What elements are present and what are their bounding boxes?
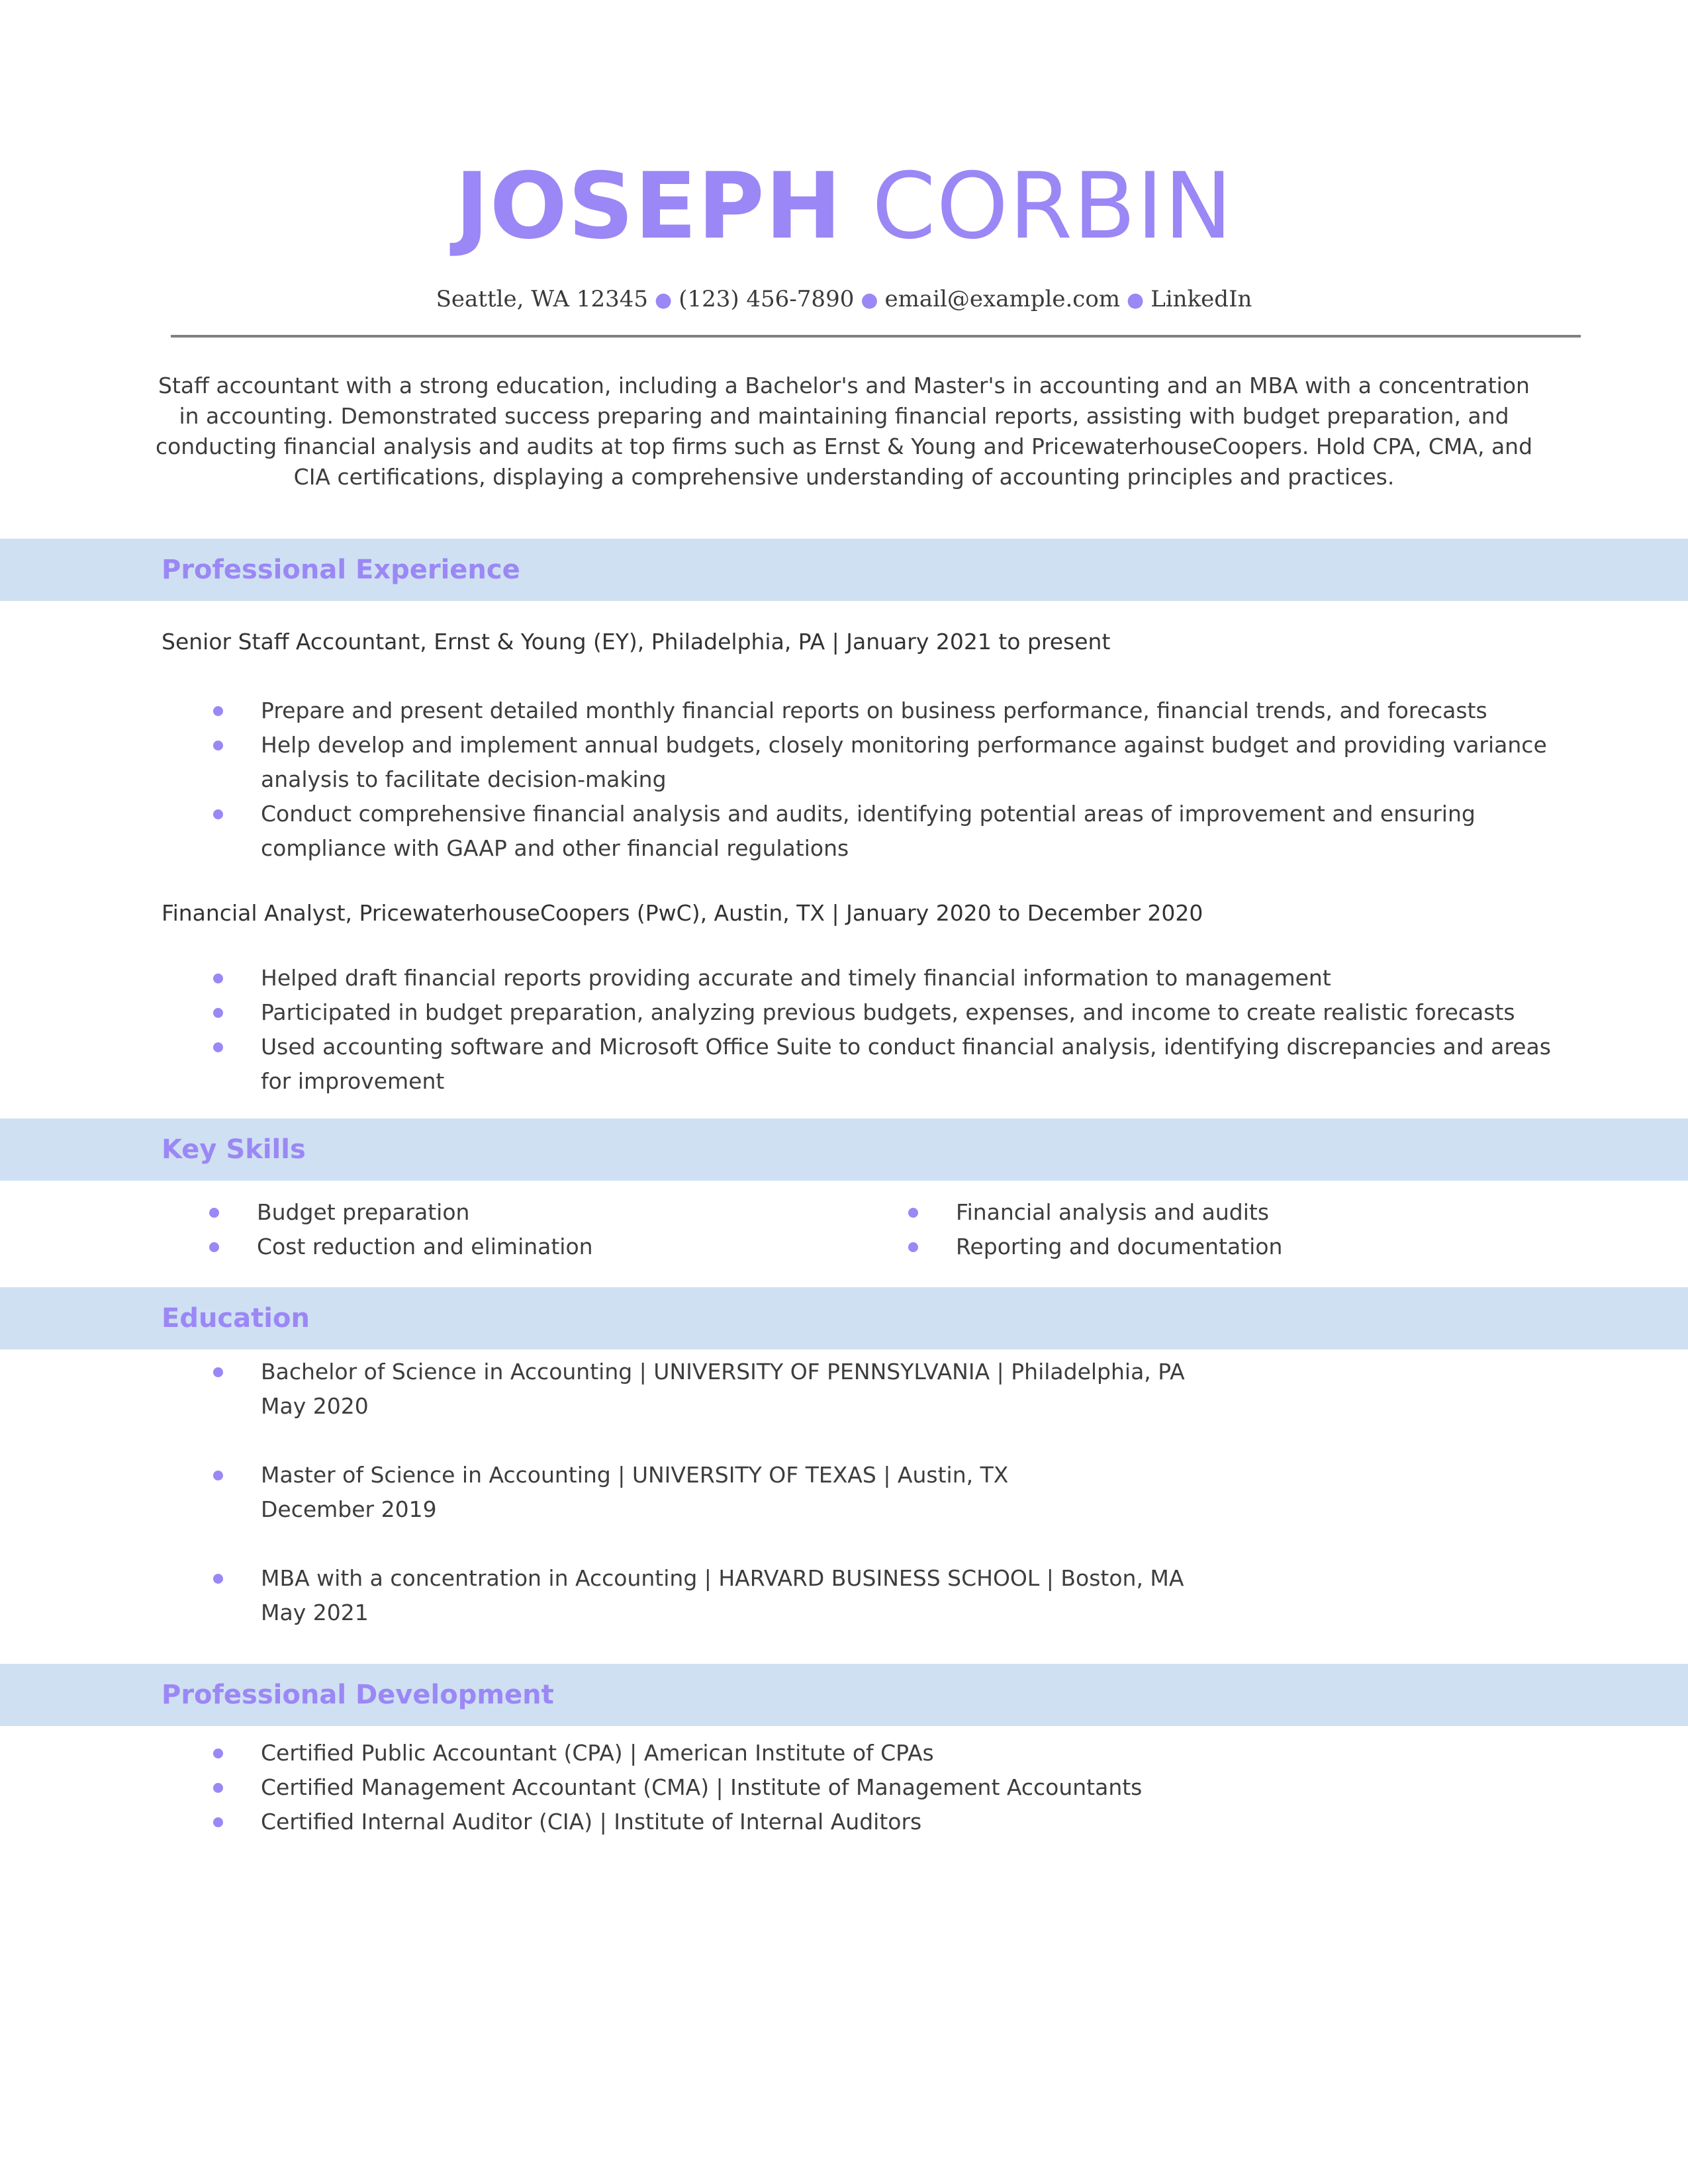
contact-phone: (123) 456-7890 bbox=[679, 286, 855, 312]
job-title: Senior Staff Accountant, Ernst & Young (EY), Philadelphia, PA | January 2021 to present bbox=[162, 629, 1111, 655]
degree: MBA with a concentration in Accounting | HARVARD BUSINESS SCHOOL | Boston, MA bbox=[261, 1565, 1184, 1591]
section-band-skills bbox=[0, 1118, 1688, 1181]
contact-email[interactable]: email@example.com bbox=[884, 286, 1121, 312]
skills-left-column bbox=[257, 1195, 853, 1264]
job-bullets bbox=[261, 694, 1578, 866]
list-item: Participated in budget preparation, analyzing previous budgets, expenses, and income to create realistic forecasts bbox=[261, 995, 1578, 1030]
list-item: Helped draft financial reports providing accurate and timely financial information to management bbox=[261, 961, 1578, 995]
section-heading-skills: Key Skills bbox=[162, 1134, 306, 1165]
first-name: JOSEPH bbox=[455, 153, 843, 259]
bullet-icon bbox=[213, 1367, 223, 1377]
separator-dot-icon: ● bbox=[1127, 289, 1145, 312]
degree-date: May 2020 bbox=[261, 1393, 369, 1419]
list-item: Prepare and present detailed monthly financial reports on business performance, financial trends, and forecasts bbox=[261, 694, 1578, 728]
list-item: Certified Public Accountant (CPA) | American Institute of CPAs bbox=[261, 1736, 1578, 1770]
section-band-experience bbox=[0, 539, 1688, 601]
list-item: Help develop and implement annual budgets, closely monitoring performance against budget and providing variance analysis to facilitate decision-making bbox=[261, 728, 1578, 797]
header-divider bbox=[171, 335, 1581, 338]
degree: Bachelor of Science in Accounting | UNIVERSITY OF PENNSYLVANIA | Philadelphia, PA bbox=[261, 1359, 1185, 1385]
skills-right-column bbox=[956, 1195, 1552, 1264]
bullet-icon bbox=[213, 1574, 223, 1584]
bullet-icon bbox=[213, 1008, 223, 1018]
professional-summary: Staff accountant with a strong education, including a Bachelor's and Master's in accounting and an MBA with a concentration in accounting. Demonstrated success preparing and maintaining financial reports, assisting with budget preparation, and conducting financial analysis and audits at top firms such as Ernst & Young and PricewaterhouseCoopers. Hold CPA, CMA, and CIA certifications, displaying a comprehensive understanding of accounting principles and practices. bbox=[155, 373, 1533, 490]
list-item: Certified Internal Auditor (CIA) | Institute of Internal Auditors bbox=[261, 1805, 1578, 1839]
candidate-name bbox=[0, 147, 1688, 266]
section-band-education bbox=[0, 1287, 1688, 1349]
bullet-icon bbox=[213, 1783, 223, 1793]
list-item: Financial analysis and audits bbox=[956, 1195, 1552, 1230]
degree-date: May 2021 bbox=[261, 1600, 369, 1625]
contact-linkedin[interactable]: LinkedIn bbox=[1150, 286, 1252, 312]
section-heading-education: Education bbox=[162, 1303, 310, 1334]
contact-location: Seattle, WA 12345 bbox=[436, 286, 648, 312]
list-item: Certified Management Accountant (CMA) | Institute of Management Accountants bbox=[261, 1770, 1578, 1805]
bullet-icon bbox=[213, 809, 223, 819]
list-item bbox=[261, 1561, 1578, 1630]
bullet-icon bbox=[213, 741, 223, 751]
section-heading-development: Professional Development bbox=[162, 1680, 554, 1710]
bullet-icon bbox=[213, 1042, 223, 1052]
list-item: Used accounting software and Microsoft Office Suite to conduct financial analysis, identifying discrepancies and areas for improvement bbox=[261, 1030, 1578, 1099]
bullet-icon bbox=[213, 706, 223, 716]
contact-line bbox=[0, 283, 1688, 315]
list-item: Cost reduction and elimination bbox=[257, 1230, 853, 1264]
development-list bbox=[261, 1736, 1578, 1839]
list-item: Budget preparation bbox=[257, 1195, 853, 1230]
list-item: Conduct comprehensive financial analysis and audits, identifying potential areas of improvement and ensuring compliance with GAAP and other financial regulations bbox=[261, 797, 1578, 866]
bullet-icon bbox=[213, 974, 223, 983]
degree: Master of Science in Accounting | UNIVERSITY OF TEXAS | Austin, TX bbox=[261, 1462, 1009, 1488]
job-title: Financial Analyst, PricewaterhouseCoopers (PwC), Austin, TX | January 2020 to December 2020 bbox=[162, 900, 1203, 926]
degree-date: December 2019 bbox=[261, 1496, 437, 1522]
bullet-icon bbox=[213, 1749, 223, 1758]
list-item: Reporting and documentation bbox=[956, 1230, 1552, 1264]
list-item bbox=[261, 1355, 1578, 1424]
bullet-icon bbox=[908, 1208, 918, 1218]
section-heading-experience: Professional Experience bbox=[162, 555, 520, 585]
separator-dot-icon: ● bbox=[655, 289, 673, 312]
bullet-icon bbox=[209, 1208, 219, 1218]
separator-dot-icon: ● bbox=[861, 289, 878, 312]
section-band-development bbox=[0, 1664, 1688, 1726]
bullet-icon bbox=[213, 1817, 223, 1827]
bullet-icon bbox=[209, 1242, 219, 1252]
education-list bbox=[261, 1355, 1578, 1630]
job-bullets bbox=[261, 961, 1578, 1099]
bullet-icon bbox=[908, 1242, 918, 1252]
list-item bbox=[261, 1458, 1578, 1527]
last-name: CORBIN bbox=[872, 153, 1233, 259]
bullet-icon bbox=[213, 1471, 223, 1480]
